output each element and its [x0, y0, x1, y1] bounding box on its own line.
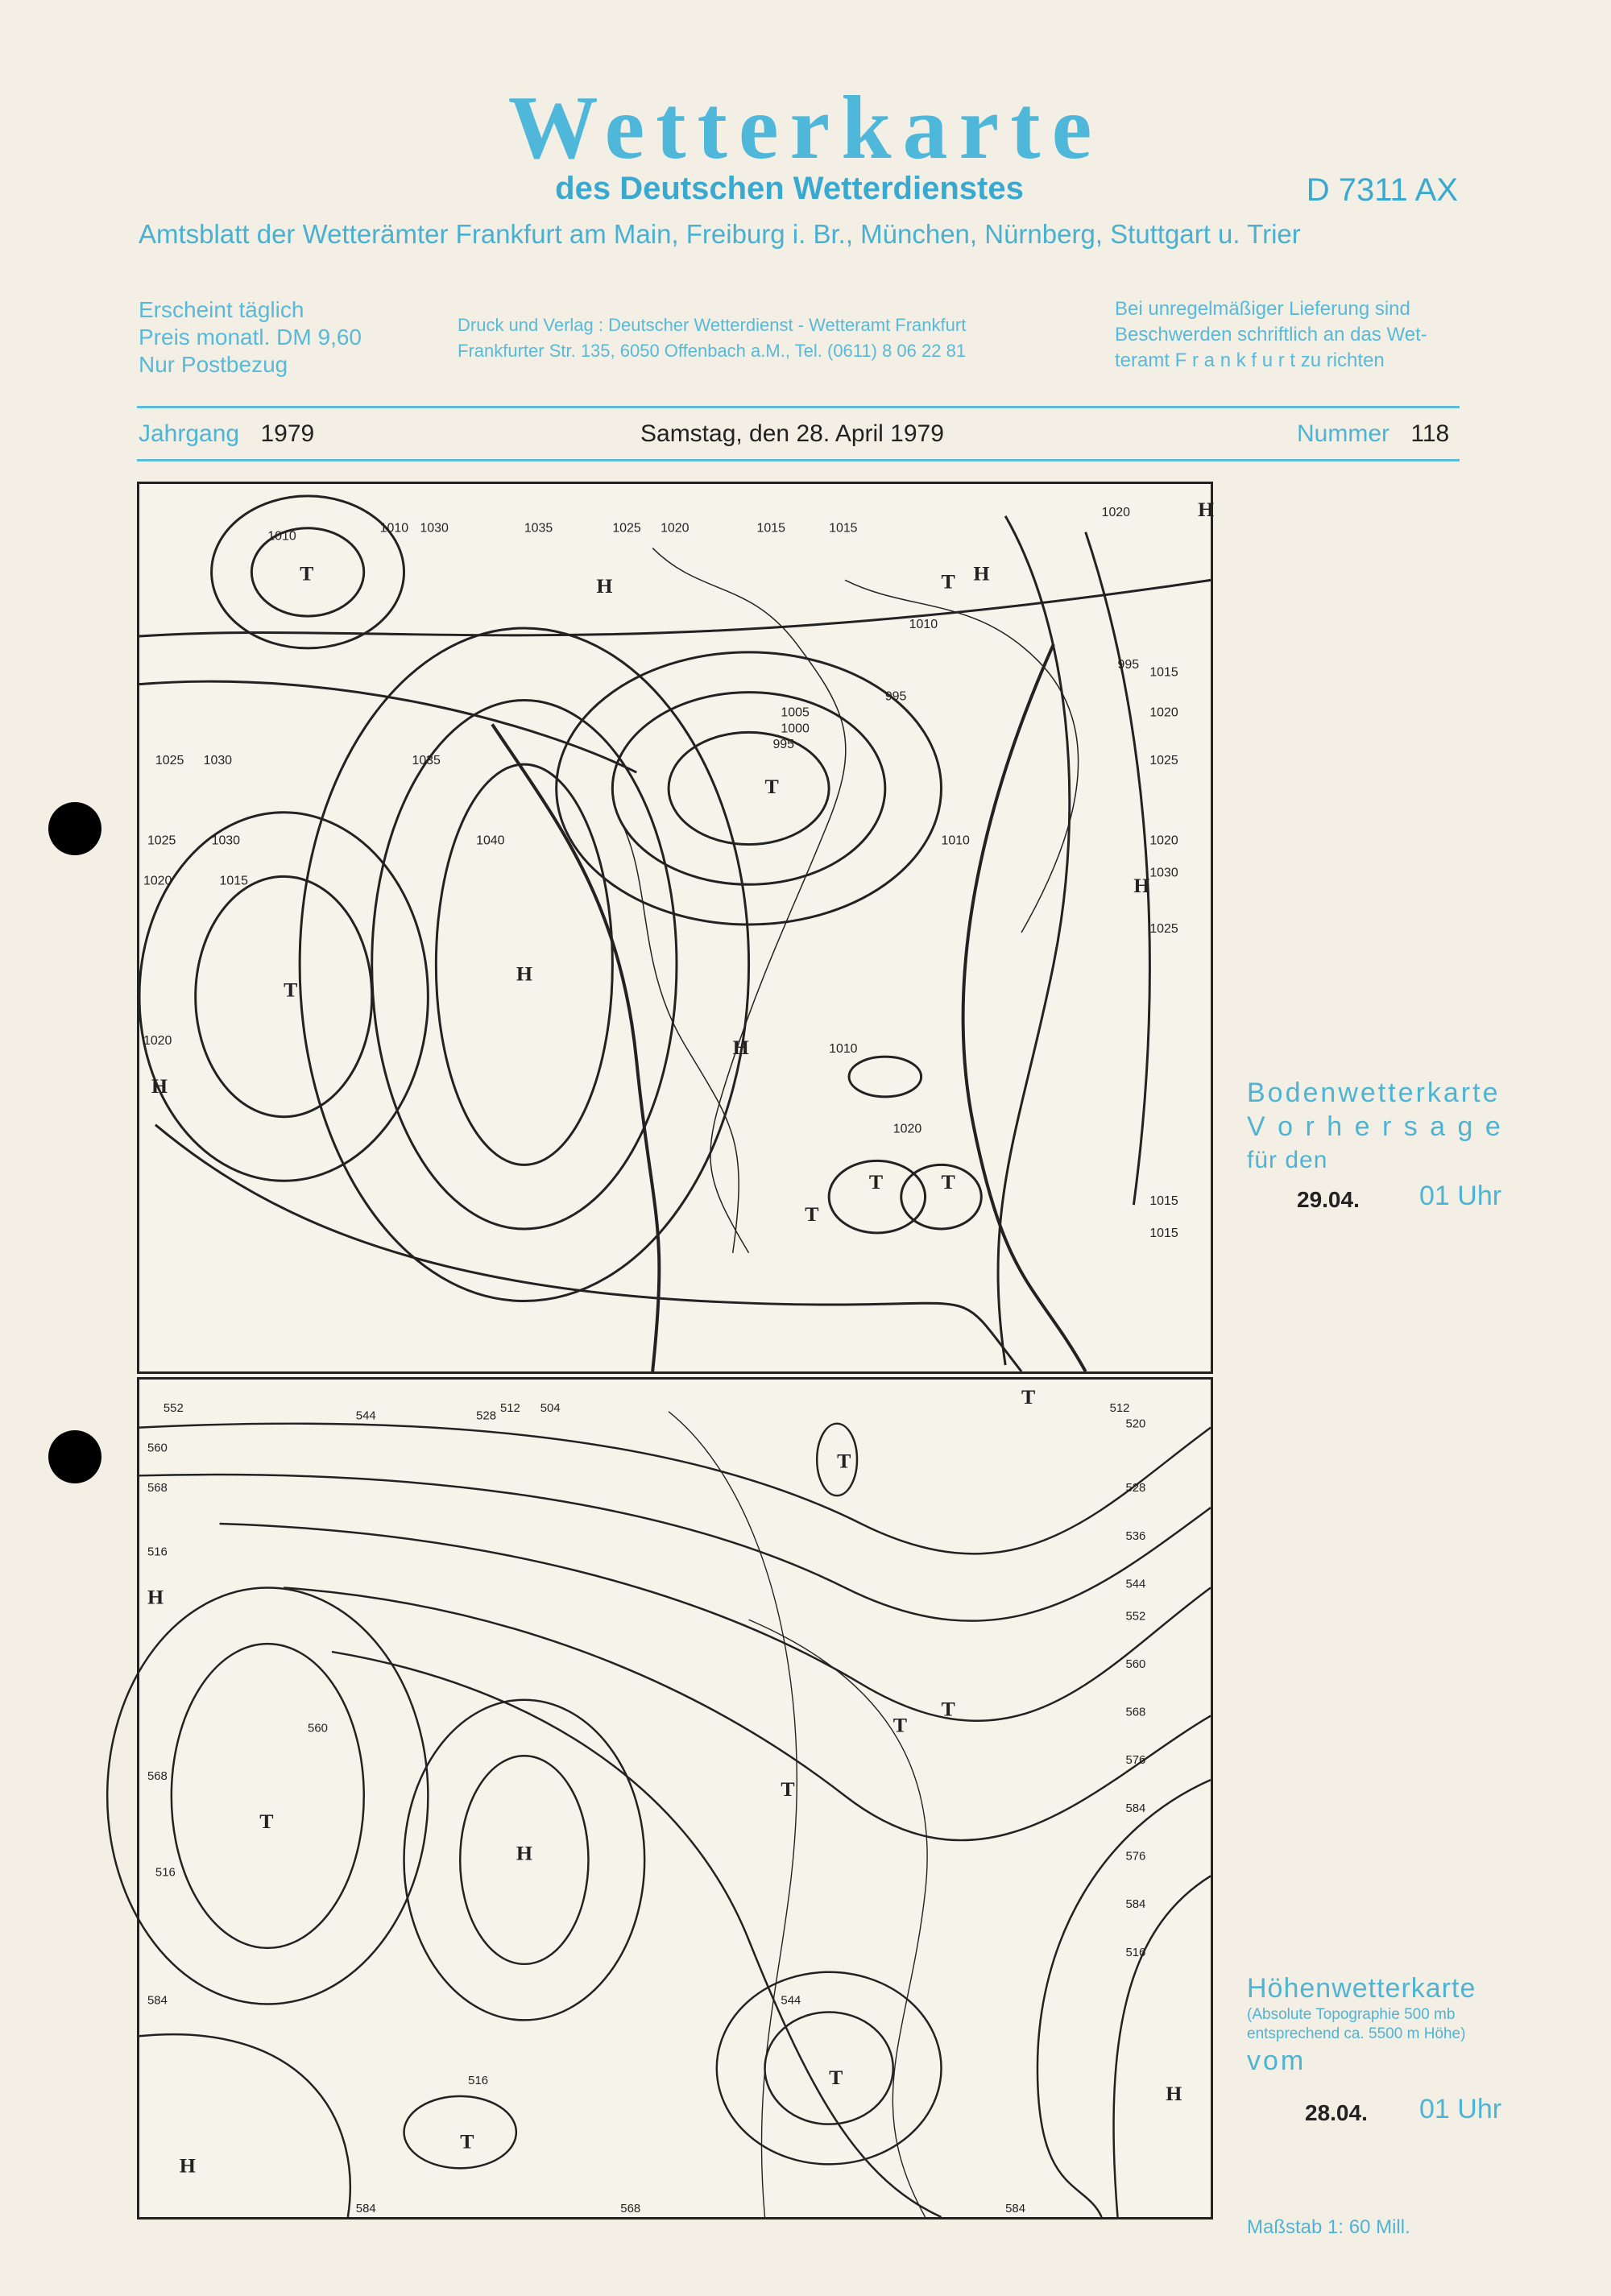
height-label: 516 [147, 1545, 168, 1559]
surface-caption-for: für den [1247, 1147, 1328, 1173]
upper-caption-height: entsprechend ca. 5500 m Höhe) [1247, 2025, 1466, 2042]
complaints-line: Bei unregelmäßiger Lieferung sind [1115, 298, 1410, 320]
nummer [1297, 420, 1449, 448]
jahrgang [139, 420, 314, 448]
height-label: 528 [476, 1409, 497, 1423]
isobar-label: 1020 [661, 521, 690, 536]
publisher-line: Druck und Verlag : Deutscher Wetterdienst - Wetteramt Frankfurt [458, 315, 967, 335]
upper-caption-topography: (Absolute Topographie 500 mb [1247, 2006, 1456, 2023]
height-label: 512 [1109, 1400, 1130, 1415]
complaints-line: teramt F r a n k f u r t zu richten [1115, 350, 1385, 371]
height-label: 544 [781, 1993, 801, 2008]
height-label: 516 [468, 2073, 489, 2087]
amtsblatt-line: Amtsblatt der Wetterämter Frankfurt am Main, Freiburg i. Br., München, Nürnberg, Stuttgart u. Trier [139, 219, 1301, 249]
isobar-label: 995 [884, 689, 907, 704]
isobar-label: 995 [772, 738, 795, 752]
surface-weather-map [137, 482, 1213, 1374]
pressure-center: T [764, 774, 779, 798]
height-center: H [179, 2153, 196, 2178]
height-label: 568 [147, 1769, 168, 1784]
pressure-center: T [868, 1170, 884, 1194]
surface-date: 29.04. [1297, 1187, 1360, 1212]
height-label: 568 [147, 1481, 168, 1496]
complaints-info [1115, 296, 1427, 374]
publisher-line: Frankfurter Str. 135, 6050 Offenbach a.M., Tel. (0611) 8 06 22 81 [458, 341, 967, 361]
pressure-center: H [1133, 874, 1150, 898]
bottom-rule [137, 459, 1460, 461]
masthead-subtitle: des Deutschen Wetterdienstes [555, 171, 1024, 206]
nummer-value: 118 [1410, 420, 1450, 447]
pressure-center: T [805, 1202, 819, 1227]
upper-time: 01 Uhr [1419, 2094, 1502, 2124]
isobar-label: 1025 [612, 521, 641, 536]
isobar-label: 1000 [781, 722, 810, 736]
surface-caption-forecast: V o r h e r s a g e [1247, 1111, 1503, 1142]
publisher-info [458, 312, 966, 364]
height-label: 560 [308, 1721, 328, 1735]
isobar-label: 1030 [203, 754, 233, 768]
surface-map-canvas [139, 484, 1215, 1371]
isobar-label: 1020 [143, 1034, 172, 1049]
isobar-label: 1020 [892, 1122, 922, 1136]
height-label: 552 [1125, 1609, 1146, 1624]
isobar-label: 1020 [1149, 705, 1178, 720]
height-center: H [147, 1585, 164, 1609]
height-label: 584 [1125, 1801, 1146, 1815]
pressure-center: H [596, 574, 613, 598]
isobar-label: 1010 [829, 1042, 858, 1057]
pressure-center: T [941, 569, 955, 594]
height-label: 584 [1005, 2202, 1026, 2216]
height-center: T [460, 2129, 474, 2153]
height-label: 552 [163, 1400, 184, 1415]
isobar-label: 1020 [1149, 834, 1178, 848]
height-label: 568 [1125, 1705, 1146, 1719]
top-rule [137, 406, 1460, 408]
height-label: 584 [1125, 1897, 1146, 1912]
height-center: T [781, 1777, 795, 1802]
isobar-label: 1025 [1149, 754, 1178, 768]
isobar-label: 1010 [909, 618, 938, 632]
subscription-line: Preis monatl. DM 9,60 [139, 325, 362, 350]
isobar-label: 1015 [1149, 1226, 1178, 1240]
isobar-label: 1015 [1149, 665, 1178, 680]
isobar-label: 1010 [267, 529, 296, 544]
isobar-label: 995 [1117, 657, 1140, 672]
isobar-label: 1015 [829, 521, 858, 536]
upper-caption [1247, 1971, 1476, 2078]
height-label: 584 [147, 1993, 168, 2008]
isobar-label: 1025 [155, 754, 184, 768]
height-label: 560 [1125, 1657, 1146, 1671]
issue-date: Samstag, den 28. April 1979 [640, 420, 944, 447]
jahrgang-label: Jahrgang [139, 420, 240, 447]
isobar-label: 1015 [756, 521, 785, 536]
complaints-line: Beschwerden schriftlich an das Wet- [1115, 324, 1427, 345]
upper-caption-vom: vom [1247, 2046, 1307, 2076]
height-label: 536 [1125, 1529, 1146, 1543]
isobar-label: 1005 [781, 705, 810, 720]
publication-code: D 7311 AX [1306, 172, 1458, 208]
height-label: 516 [155, 1865, 176, 1880]
subscription-info [139, 296, 362, 379]
isobar-label: 1015 [1149, 1194, 1178, 1209]
jahrgang-value: 1979 [260, 420, 315, 447]
height-label: 520 [1125, 1417, 1146, 1431]
height-label: 568 [620, 2202, 641, 2216]
height-center: T [892, 1713, 908, 1737]
surface-caption [1247, 1076, 1503, 1177]
pressure-center: H [516, 962, 533, 986]
height-center: T [1021, 1384, 1036, 1409]
height-label: 560 [147, 1441, 168, 1455]
height-center: T [837, 1449, 851, 1473]
subscription-line: Nur Postbezug [139, 352, 288, 377]
isobar-label: 1030 [420, 521, 449, 536]
height-center: T [941, 1697, 955, 1721]
isobar-label: 1020 [1101, 505, 1131, 519]
isobar-label: 1040 [476, 834, 505, 848]
height-label: 544 [355, 1409, 376, 1423]
pressure-center: H [973, 561, 990, 585]
isobar-label: 1010 [379, 521, 409, 536]
masthead-title: Wetterkarte [507, 78, 1104, 178]
surface-caption-title: Bodenwetterkarte [1247, 1078, 1501, 1108]
upper-air-map [137, 1377, 1213, 2219]
map-scale: Maßstab 1: 60 Mill. [1247, 2216, 1410, 2238]
height-label: 516 [1125, 1945, 1146, 1959]
upper-map-canvas [139, 1380, 1211, 2217]
isobar-label: 1025 [1149, 921, 1178, 936]
height-center: H [1166, 2081, 1182, 2105]
isobar-label: 1035 [524, 521, 553, 536]
height-label: 576 [1125, 1753, 1146, 1768]
subscription-line: Erscheint täglich [139, 297, 304, 322]
pressure-center: H [1198, 497, 1215, 521]
isobar-label: 1010 [941, 834, 970, 848]
binder-hole [48, 1430, 101, 1483]
isobar-label: 1025 [147, 834, 176, 848]
binder-hole [48, 802, 101, 855]
height-label: 584 [355, 2202, 376, 2216]
pressure-center: H [151, 1074, 168, 1098]
isobar-label: 1035 [412, 754, 441, 768]
pressure-center: T [300, 561, 314, 585]
isobar-label: 1030 [211, 834, 241, 848]
upper-caption-title: Höhenwetterkarte [1247, 1973, 1476, 2004]
height-label: 512 [499, 1400, 520, 1415]
pressure-center: H [732, 1036, 749, 1060]
nummer-label: Nummer [1297, 420, 1390, 447]
height-label: 544 [1125, 1577, 1146, 1591]
upper-date: 28.04. [1305, 2100, 1368, 2125]
height-center: T [259, 1809, 274, 1833]
isobar-label: 1030 [1149, 866, 1178, 880]
height-label: 576 [1125, 1849, 1146, 1864]
pressure-center: T [941, 1170, 955, 1194]
height-center: H [516, 1841, 533, 1865]
height-label: 504 [540, 1400, 561, 1415]
pressure-center: T [284, 978, 298, 1002]
height-center: T [829, 2065, 843, 2089]
isobar-label: 1020 [143, 874, 172, 888]
surface-time: 01 Uhr [1419, 1181, 1502, 1211]
isobar-label: 1015 [219, 874, 248, 888]
height-label: 528 [1125, 1481, 1146, 1496]
